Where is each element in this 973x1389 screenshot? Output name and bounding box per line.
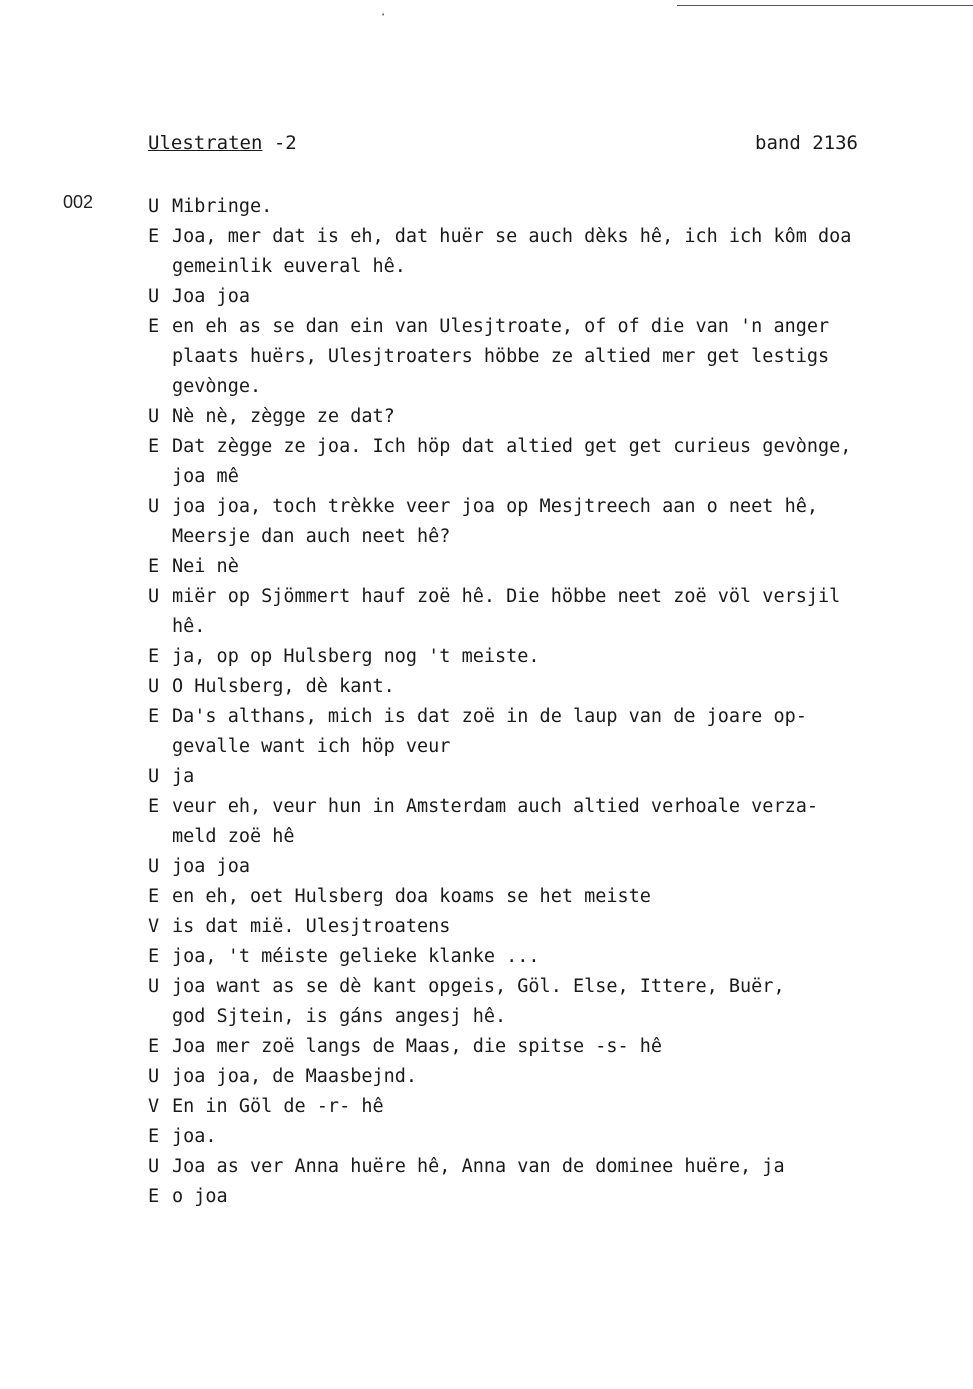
- utterance: [172, 972, 948, 1032]
- speaker-label: U: [148, 1156, 160, 1177]
- speaker-label: E: [148, 436, 160, 457]
- speaker-label: V: [148, 916, 160, 937]
- transcript-entry: [148, 792, 948, 852]
- utterance: [172, 702, 948, 762]
- utterance-line: en eh as se dan ein van Ulesjtroate, of of die van 'n anger: [172, 316, 830, 337]
- transcript-entry: [148, 912, 948, 942]
- transcript-entry: [148, 642, 948, 672]
- speaker-label: U: [148, 766, 160, 787]
- utterance: [172, 312, 948, 402]
- utterance: [172, 642, 948, 672]
- utterance-line: veur eh, veur hun in Amsterdam auch altied verhoale verza-: [172, 796, 819, 817]
- utterance-line: Da's althans, mich is dat zoë in de laup van de joare op-: [172, 706, 807, 727]
- utterance-line: o joa: [172, 1186, 228, 1207]
- utterance: [172, 762, 948, 792]
- utterance-line: miër op Sjömmert hauf zoë hê. Die höbbe neet zoë völ versjil: [172, 586, 841, 607]
- utterance: [172, 222, 948, 282]
- speaker-label: E: [148, 226, 160, 247]
- utterance: [172, 192, 948, 222]
- speaker-label: E: [148, 706, 160, 727]
- transcript-entry: [148, 552, 948, 582]
- utterance-line: gemeinlik euveral hê.: [172, 256, 406, 277]
- utterance-line: joa mê: [172, 466, 239, 487]
- transcript: [148, 192, 948, 1212]
- utterance-line: Joa as ver Anna huëre hê, Anna van de dominee huëre, ja: [172, 1156, 785, 1177]
- utterance-line: gevalle want ich höp veur: [172, 736, 451, 757]
- transcript-entry: [148, 972, 948, 1032]
- utterance: [172, 432, 948, 492]
- utterance-line: joa want as se dè kant opgeis, Göl. Else, Ittere, Buër,: [172, 976, 785, 997]
- speaker-label: U: [148, 196, 160, 217]
- transcript-entry: [148, 432, 948, 492]
- speaker-label: E: [148, 796, 160, 817]
- utterance-line: joa joa: [172, 856, 250, 877]
- speaker-label: U: [148, 496, 160, 517]
- speaker-label: U: [148, 976, 160, 997]
- speaker-label: E: [148, 1126, 160, 1147]
- utterance-line: joa joa, de Maasbejnd.: [172, 1066, 418, 1087]
- utterance-line: god Sjtein, is gáns angesj hê.: [172, 1006, 507, 1027]
- transcript-entry: [148, 882, 948, 912]
- utterance-line: joa, 't méiste gelieke klanke ...: [172, 946, 540, 967]
- transcript-entry: [148, 852, 948, 882]
- utterance: [172, 1062, 948, 1092]
- transcript-entry: [148, 312, 948, 402]
- transcript-entry: [148, 402, 948, 432]
- transcript-entry: [148, 192, 948, 222]
- page-suffix: -2: [262, 132, 297, 154]
- transcript-entry: [148, 492, 948, 552]
- speaker-label: U: [148, 676, 160, 697]
- speaker-label: E: [148, 886, 160, 907]
- utterance: [172, 1122, 948, 1152]
- speaker-label: U: [148, 406, 160, 427]
- line-number: 002: [63, 192, 94, 212]
- transcript-entry: [148, 1032, 948, 1062]
- utterance: [172, 552, 948, 582]
- place-name: Ulestraten: [148, 132, 263, 154]
- transcript-entry: [148, 222, 948, 282]
- utterance-line: en eh, oet Hulsberg doa koams se het meiste: [172, 886, 651, 907]
- transcript-entry: [148, 1062, 948, 1092]
- utterance-line: Joa mer zoë langs de Maas, die spitse -s- hê: [172, 1036, 663, 1057]
- speaker-label: U: [148, 1066, 160, 1087]
- speaker-label: E: [148, 946, 160, 967]
- utterance: [172, 1182, 948, 1212]
- transcript-entry: [148, 282, 948, 312]
- transcript-entry: [148, 942, 948, 972]
- utterance-line: Nei nè: [172, 556, 239, 577]
- utterance: [172, 852, 948, 882]
- utterance-line: meld zoë hê: [172, 826, 295, 847]
- utterance: [172, 1152, 948, 1182]
- speaker-label: U: [148, 586, 160, 607]
- speaker-label: U: [148, 856, 160, 877]
- speaker-label: E: [148, 1186, 160, 1207]
- utterance-line: plaats huërs, Ulesjtroaters höbbe ze altied mer get lestigs: [172, 346, 830, 367]
- utterance-line: Nè nè, zègge ze dat?: [172, 406, 395, 427]
- speaker-label: E: [148, 1036, 160, 1057]
- utterance-line: is dat mië. Ulesjtroatens: [172, 916, 451, 937]
- utterance-line: En in Göl de -r- hê: [172, 1096, 384, 1117]
- page-header-left: [148, 132, 297, 154]
- utterance: [172, 282, 948, 312]
- utterance-line: Joa joa: [172, 286, 250, 307]
- utterance: [172, 942, 948, 972]
- speaker-label: E: [148, 556, 160, 577]
- utterance-line: gevònge.: [172, 376, 262, 397]
- transcript-entry: [148, 1122, 948, 1152]
- utterance-line: joa.: [172, 1126, 217, 1147]
- speaker-label: E: [148, 316, 160, 337]
- transcript-entry: [148, 672, 948, 702]
- utterance-line: O Hulsberg, dè kant.: [172, 676, 395, 697]
- utterance-line: ja, op op Hulsberg nog 't meiste.: [172, 646, 540, 667]
- utterance-line: ja: [172, 766, 195, 787]
- transcript-entry: [148, 582, 948, 642]
- utterance: [172, 912, 948, 942]
- utterance: [172, 1092, 948, 1122]
- utterance: [172, 582, 948, 642]
- transcript-entry: [148, 1152, 948, 1182]
- utterance: [172, 492, 948, 552]
- utterance: [172, 792, 948, 852]
- speaker-label: V: [148, 1096, 160, 1117]
- transcript-entry: [148, 702, 948, 762]
- utterance-line: Meersje dan auch neet hê?: [172, 526, 451, 547]
- utterance-line: joa joa, toch trèkke veer joa op Mesjtreech aan o neet hê,: [172, 496, 819, 517]
- transcript-entry: [148, 1182, 948, 1212]
- utterance: [172, 672, 948, 702]
- utterance: [172, 882, 948, 912]
- utterance: [172, 1032, 948, 1062]
- transcript-entry: [148, 762, 948, 792]
- top-rule: [677, 5, 973, 6]
- stray-mark: ❛: [380, 12, 387, 23]
- utterance-line: Mibringe.: [172, 196, 273, 217]
- speaker-label: E: [148, 646, 160, 667]
- tape-number: band 2136: [755, 132, 858, 154]
- utterance: [172, 402, 948, 432]
- speaker-label: U: [148, 286, 160, 307]
- utterance-line: Dat zègge ze joa. Ich höp dat altied get get curieus gevònge,: [172, 436, 852, 457]
- utterance-line: hê.: [172, 616, 206, 637]
- utterance-line: Joa, mer dat is eh, dat huër se auch dèks hê, ich ich kôm doa: [172, 226, 852, 247]
- transcript-entry: [148, 1092, 948, 1122]
